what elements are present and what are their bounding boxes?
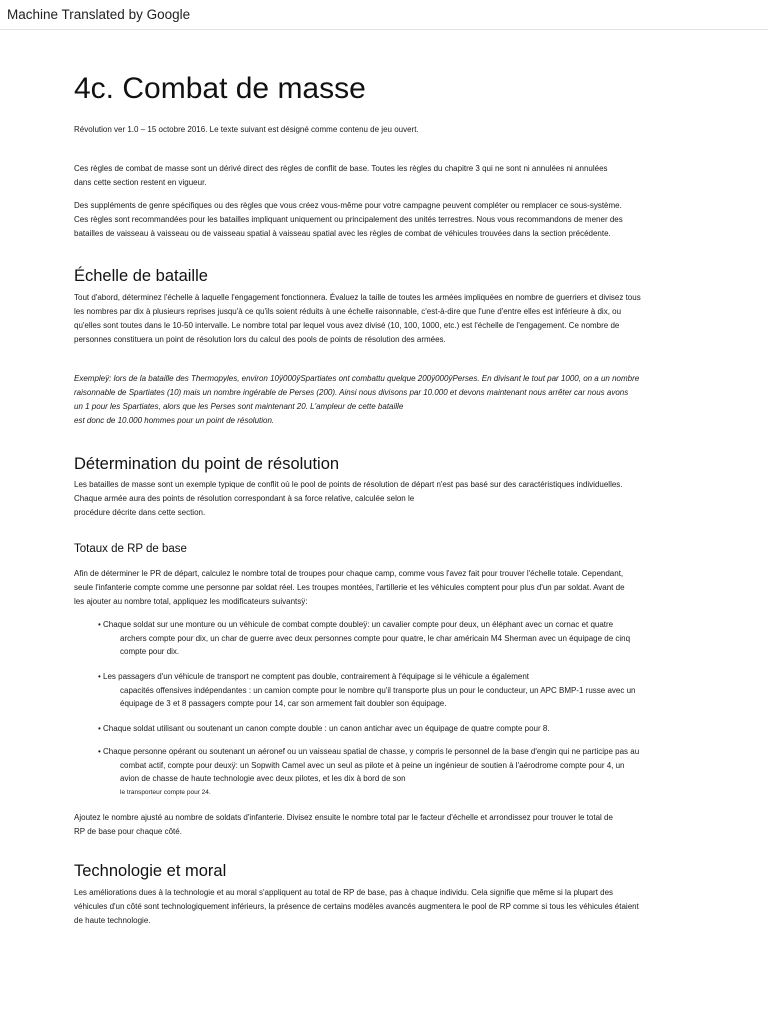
text-line: Les batailles de masse sont un exemple typique de conflit où le pool de points de résolution de départ n'est pas basé sur des caractéristiques individuelles.: [74, 480, 623, 489]
text-line: RP de base pour chaque côté.: [74, 827, 182, 836]
text-line: Ces règles sont recommandées pour les batailles impliquant uniquement ou principalement des unités terrestres. Nous vous recommandons de mener des: [74, 215, 623, 224]
text-line: de haute technologie.: [74, 916, 151, 925]
text-line: batailles de vaisseau à vaisseau ou de vaisseau spatial à vaisseau spatial avec les règles de combat de véhicules trouvées dans la section précédente.: [74, 229, 611, 238]
text-line: Afin de déterminer le PR de départ, calculez le nombre total de troupes pour chaque camp, comme vous l'avez fait pour trouver l'échelle totale. Cependant,: [74, 569, 624, 578]
bullet-line: avion de chasse de haute technologie avec deux pilotes, et les dix à bord de son: [120, 774, 406, 783]
intro-paragraph-1: [74, 162, 694, 190]
bullet-line: archers compte pour dix, un char de guerre avec deux personnes compte pour quatre, le char américain M4 Sherman avec un équipage de cinq: [120, 633, 631, 643]
translation-banner: [0, 0, 768, 30]
bullet-line: • Chaque soldat utilisant ou soutenant un canon compte double : un canon antichar avec un équipage de quatre compte pour 8.: [98, 724, 550, 733]
bullet-line: • Chaque personne opérant ou soutenant un aéronef ou un vaisseau spatial de chasse, y compris le personnel de la base d'engin qui ne participe pas au: [98, 747, 640, 756]
intro-paragraph-2: [74, 199, 694, 241]
bullet-line: équipage de 3 et 8 passagers compte pour 14, car son armement fait doubler son équipage.: [120, 699, 447, 708]
bullet-item: [98, 670, 688, 711]
text-line: un 1 pour les Spartiates, alors que les Perses sont maintenant 20. L'ampleur de cette bataille: [74, 402, 404, 411]
bullet-item: [98, 722, 688, 736]
bullet-line: le transporteur compte pour 24.: [120, 788, 211, 796]
text-line: Chaque armée aura des points de résolution correspondant à sa force relative, calculée selon le: [74, 494, 415, 503]
text-line: Des suppléments de genre spécifiques ou des règles que vous créez vous-même pour votre campagne peuvent compléter ou remplacer ce sous-système.: [74, 201, 622, 210]
bullet-line: combat actif, compte pour deuxÿ: un Sopwith Camel avec un seul as pilote et à peine un ingénieur de soutien à l'aérodrome compte pour 4, un: [120, 760, 625, 770]
paragraph: [74, 291, 694, 347]
example-paragraph: [74, 372, 694, 428]
text-line: dans cette section restent en vigueur.: [74, 178, 207, 187]
text-line: Exempleÿ: lors de la bataille des Thermopyles, environ 10ÿ000ÿSpartiates ont combattu quelque 200ÿ000ÿPerses. En divisant le tout par 1000, on a un nombre: [74, 374, 640, 383]
bullet-item: [98, 618, 688, 659]
paragraph: [74, 478, 694, 520]
section-heading: Technologie et moral: [74, 862, 227, 880]
text-line: qu'elles sont toutes dans le 10-50 intervalle. Le nombre total par lequel vous avez divisé (10, 100, 1000, etc.) est l'échelle de l'engagement. Ce nombre de: [74, 321, 620, 330]
subsection-heading: Totaux de RP de base: [74, 543, 187, 555]
section-heading: Détermination du point de résolution: [74, 455, 340, 473]
text-line: personnes constituera un point de résolution lors du calcul des pools de points de résolution des armées.: [74, 335, 446, 344]
text-line: les nombres par dix à plusieurs reprises jusqu'à ce qu'ils soient réduits à une échelle raisonnable, c'est-à-dire que l'une d'entre elles est inférieure à dix, ou: [74, 307, 622, 316]
paragraph: [74, 886, 694, 928]
bullet-line: capacités offensives indépendantes : un camion compte pour le nombre qu'il transporte plus un pour le conducteur, un APC BMP-1 russe avec un: [120, 685, 636, 695]
bullet-item: [98, 745, 688, 799]
bullet-line: • Les passagers d'un véhicule de transport ne comptent pas double, contrairement à l'équipage si le véhicule a également: [98, 672, 530, 681]
text-line: est donc de 10.000 hommes pour un point de résolution.: [74, 416, 275, 425]
page-title: 4c. Combat de masse: [74, 72, 366, 105]
text-line: les ajouter au nombre total, appliquez les modificateurs suivantsÿ:: [74, 597, 308, 606]
banner-label: Machine Translated by Google: [7, 7, 191, 22]
version-note: Révolution ver 1.0 – 15 octobre 2016. Le texte suivant est désigné comme contenu de jeu ouvert.: [74, 125, 419, 134]
bullet-line: compte pour dix.: [120, 647, 180, 656]
text-line: Ces règles de combat de masse sont un dérivé direct des règles de conflit de base. Toutes les règles du chapitre 3 qui ne sont ni annulées ni annulées: [74, 164, 608, 173]
text-line: véhicules d'un côté sont technologiquement inférieurs, la présence de certains modèles avancés augmentera le pool de RP comme si tous les véhicules étaient: [74, 902, 639, 911]
text-line: Tout d'abord, déterminez l'échelle à laquelle l'engagement fonctionnera. Évaluez la taille de toutes les armées impliquées en nombre de guerriers et divisez tous: [74, 293, 641, 302]
text-line: raisonnable de Spartiates (10) mais un nombre ingérable de Perses (200). Ainsi nous divisons par 10.000 et devons maintenant nous arrêter car nous avons: [74, 388, 629, 397]
text-line: Les améliorations dues à la technologie et au moral s'appliquent au total de RP de base, pas à chaque individu. Cela signifie que même si la plupart des: [74, 888, 614, 897]
text-line: procédure décrite dans cette section.: [74, 508, 206, 517]
text-line: seule l'infanterie compte comme une personne par soldat réel. Les troupes montées, l'artillerie et les véhicules comptent pour plus d'un par soldat. Avant de: [74, 583, 625, 592]
bullet-line: • Chaque soldat sur une monture ou un véhicule de combat compte doubleÿ: un cavalier compte pour deux, un éléphant avec un cornac et quatre: [98, 620, 614, 629]
text-line: Ajoutez le nombre ajusté au nombre de soldats d'infanterie. Divisez ensuite le nombre total par le facteur d'échelle et arrondissez pour trouver le total de: [74, 813, 613, 822]
paragraph: [74, 811, 694, 839]
section-heading: Échelle de bataille: [74, 267, 208, 285]
paragraph: [74, 567, 694, 609]
